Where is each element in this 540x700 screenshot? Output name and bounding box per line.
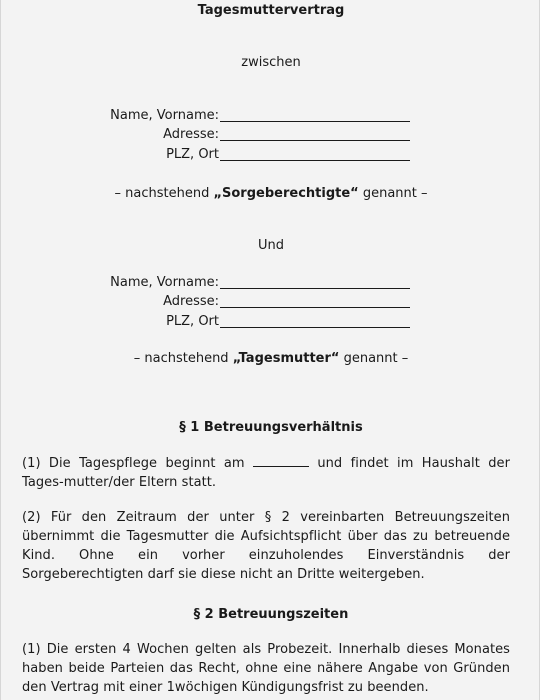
party2-address-field bbox=[1, 294, 540, 312]
document-title: Tagesmuttervertrag bbox=[197, 3, 345, 18]
party1-city-line bbox=[220, 160, 410, 161]
party2-designation-term: „Tagesmutter“ bbox=[232, 351, 340, 366]
party1-city-field bbox=[1, 147, 540, 165]
section1-p1-before: (1) Die Tagespflege beginnt am bbox=[22, 456, 253, 471]
party1-name-line bbox=[220, 121, 410, 122]
party2-city-label: PLZ, Ort bbox=[166, 314, 219, 329]
party1-designation bbox=[1, 186, 540, 201]
party1-name-field bbox=[1, 108, 540, 126]
party1-designation-term: „Sorgeberechtigte“ bbox=[213, 186, 359, 201]
party1-designation-prefix: – nachstehend bbox=[114, 186, 214, 201]
party2-address-line bbox=[220, 307, 410, 308]
party1-address-field bbox=[1, 127, 540, 145]
party2-name-field bbox=[1, 275, 540, 293]
party2-city-line bbox=[220, 327, 410, 328]
and-text: Und bbox=[257, 238, 284, 253]
section1-paragraph2: (2) Für den Zeitraum der unter § 2 vereinbarten Betreuungszeiten übernimmt die Tagesmutter die Aufsichtspflicht über das zu betreuende Kind. Ohne ein vorher einzuholendes Einverständnis der Sorgeberechtigten darf sie diese nicht an Dritte weitergeben. bbox=[22, 510, 510, 582]
section1-p1-after: und findet im Haushalt der Tages-mutter/der Eltern statt. bbox=[22, 456, 510, 490]
party2-city-field bbox=[1, 314, 540, 332]
party2-designation bbox=[1, 351, 540, 366]
section2-paragraph1: (1) Die ersten 4 Wochen gelten als Probezeit. Innerhalb dieses Monates haben beide Parteien das Recht, ohne eine nähere Angabe von Gründen den Vertrag mit einer 1wöchigen Kündigungsfrist zu beenden. bbox=[22, 642, 510, 695]
party2-designation-suffix: genannt – bbox=[339, 351, 409, 366]
start-date-blank bbox=[253, 454, 309, 467]
between-text: zwischen bbox=[241, 55, 301, 70]
party1-city-label: PLZ, Ort bbox=[166, 147, 219, 162]
party1-address-line bbox=[220, 140, 410, 141]
section1-paragraph1 bbox=[22, 454, 510, 492]
party1-address-label: Adresse: bbox=[163, 127, 219, 142]
party2-name-line bbox=[220, 288, 410, 289]
party2-name-label: Name, Vorname: bbox=[110, 275, 219, 290]
party2-address-label: Adresse: bbox=[163, 294, 219, 309]
section2-heading: § 2 Betreuungszeiten bbox=[193, 607, 349, 622]
party1-designation-suffix: genannt – bbox=[358, 186, 428, 201]
section1-heading: § 1 Betreuungsverhältnis bbox=[179, 420, 363, 435]
party1-name-label: Name, Vorname: bbox=[110, 108, 219, 123]
party2-designation-prefix: – nachstehend bbox=[133, 351, 233, 366]
